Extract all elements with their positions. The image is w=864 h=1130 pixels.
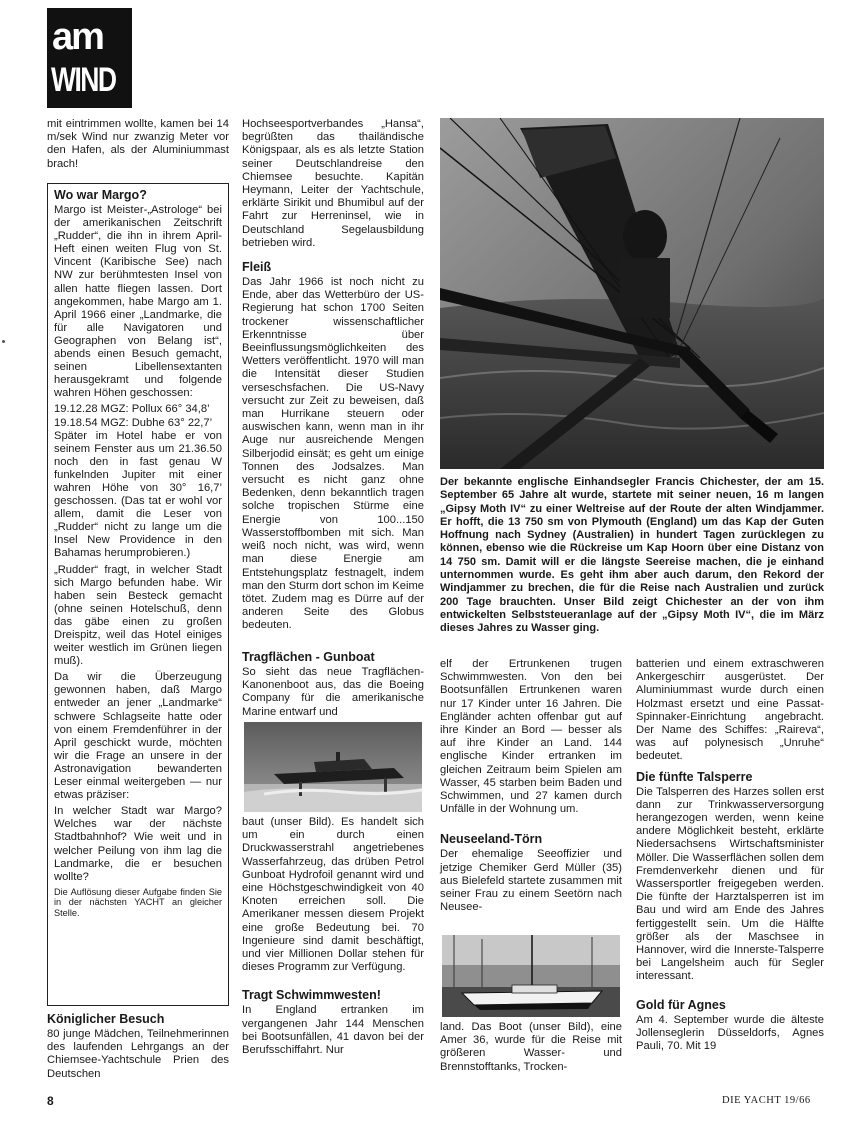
column-1-intro	[47, 118, 229, 171]
logo-line-am: am	[52, 16, 103, 58]
am-wind-logo	[47, 8, 132, 108]
observation-pollux: 19.12.28 MGZ: Pollux 66° 34,8’	[54, 403, 210, 416]
hydrofoil-boat-image	[244, 722, 422, 812]
toern-text-2: land. Das Boot (unser Bild), eine Amer 36, wurde für die Reise mit größeren Wasser- und Brennstofftanks, Trocken-	[440, 1021, 622, 1073]
fleiss-title: Fleiß	[242, 260, 272, 275]
page-number: 8	[47, 1094, 54, 1108]
margo-paragraph-2: Später im Hotel habe er von seinem Fenster aus um 21.36.50 noch den in fast genau W funkelnden Jupiter mit einer wahren Höhe von 30° 16,7’ geschossen. (Das tat er wohl vor allem, damit die Leser von „Rudder“ nicht zu lange um die Insel New Providence in den Bahamas herumprobieren.)	[54, 429, 222, 560]
margo-box-title: Wo war Margo?	[54, 188, 147, 202]
article-koeniglicher-besuch	[47, 1012, 229, 1081]
agnes-title: Gold für Agnes	[636, 997, 726, 1012]
scan-speck	[2, 340, 5, 343]
column-4	[636, 658, 824, 1053]
sailboat-photo	[442, 935, 620, 1017]
intro-paragraph: mit eintrimmen wollte, kamen bei 14 m/sek Wind nur zwanzig Meter vor den Hafen, als der Aluminiummast brach!	[47, 118, 229, 170]
agnes-text: Am 4. September wurde die älteste Jollenseglerin Düsseldorfs, Agnes Pauli, 70. Mit 19	[636, 1013, 824, 1053]
toern-title: Neuseeland-Törn	[440, 832, 543, 847]
margo-paragraph-4: Da wir die Überzeugung gewonnen haben, daß Margo entweder an jener „Landmarke“ schwere Schlagseite hatte oder von einem Fremdenführer in der April geschickt wurde, möchten wir die Frage an unsere in der Astronavigation bewanderten Leser einmal weitergeben — nur etwas präziser:	[54, 671, 222, 802]
margo-solution-note: Die Auflösung dieser Aufgabe finden Sie in der nächsten YACHT an gleicher Stelle.	[54, 886, 222, 918]
column-3	[440, 658, 622, 914]
talsperre-text: Die Talsperren des Harzes sollen erst dann zur Trinkwasserversorgung herangezogen werden, wenn keine andere Möglichkeit besteht, erklärte Niedersachsens Wirtschaftsminister Möller. Die Wasserflächen sollen dem Fremdenverkehr dienen und für Wassersportler freigegeben werden. Die fünfte der Harztalsperren ist im Bau und wird am Ende des Jahres fertiggestellt sein. Um die Hälfte größer als der Maschsee in Hannover, wird die Innerste-Talsperre bei Langelsheim auch für Segler interessant.	[636, 785, 824, 983]
margo-paragraph-3: „Rudder“ fragt, in welcher Stadt sich Margo befunden habe. Wir haben sein Besteck gemacht (ohne seinen Hotelschuß, denn das gäbe einen zu großen Dreispitz, weil das Hotel einiges weiter westlich im Grünen liegen muß).	[54, 563, 222, 668]
magazine-issue: DIE YACHT 19/66	[722, 1095, 811, 1106]
gunboat-title: Tragflächen - Gunboat	[242, 650, 375, 664]
toern-text-1: Der ehemalige Seeoffizier und jetzige Chemiker Gerd Müller (35) aus Bielefeld startete zusammen mit seiner Frau zu einem Seetörn nach Neusee-	[440, 848, 622, 914]
logo-line-wind: WIND	[51, 61, 116, 99]
margo-paragraph-5: In welcher Stadt war Margo? Welches war der nächste Stadtbahnhof? Wie weit und in welcher Peilung von ihm lag die Landmarke, die er besuchen wollte?	[54, 805, 222, 883]
fleiss-text: Das Jahr 1966 ist noch nicht zu Ende, aber das Wetterbüro der US-Regierung hat schon 1700 Seiten trockener wissenschaftlicher Erkenntnisse über Beeinflussungsmöglichkeiten des Wetters veröffentlicht. 1970 will man die Intensität dieser Studien verseschsfachen. Die US-Navy versucht zur Zeit zu beweisen, daß man Hurrikane steuern oder auswischen kann, wenn man in ihr Auge nur ausreichende Mengen Silberjodid einsät; es geht um einige Tonnen des Jodsalzes. Man versucht es nicht ganz ohne Bedenken, denn bekanntlich tragen solche tropischen Stürme eine Energie von 100...150 Wasserstoffbomben mit sich. Man weiß noch nicht, was wird, wenn man diese Energie am Entstehungsplatz festnagelt, indem man den Sturm dort schon im Keime tötet. Zudem mag es Dürre auf der anderen Seite des Globus bedeuten.	[242, 276, 424, 632]
besuch-text: 80 junge Mädchen, Teilnehmerinnen des laufenden Lehrgangs an der Chiemsee-Yachtschule Prien des Deutschen	[47, 1028, 229, 1080]
column-2-upper	[242, 118, 424, 633]
margo-info-box	[47, 183, 229, 1006]
article-gunboat	[242, 650, 424, 719]
westen-text: In England ertranken im vergangenen Jahr 144 Menschen bei Bootsunfällen, 41 davon bei der Berufsschiffahrt. Nur	[242, 1004, 424, 1057]
toern-continued	[440, 1021, 622, 1074]
toern-continued-2: batterien und einem extraschweren Ankergeschirr ausgerüstet. Der Aluminiummast wurde durch einen Holzmast ersetzt und eine Passat-Spinnaker-Einrichtung angebracht. Der Name des Schiffes: „Raireva“, was auf polynesisch „Unruhe“ bedeutet.	[636, 658, 824, 763]
westen-continued: elf der Ertrunkenen trugen Schwimmwesten. Von den bei Bootsunfällen Ertrunkenen waren nur 17 Kinder unter 16 Jahren. Die Engländer achten offenbar gut auf ihre Kinder an Bord — besser als auf ihre Kinder an Land. 144 englische Kinder ertranken im gleichen Zeitraum beim Spielen am Wasser, 45 starben beim Baden und Schwimmen, und 27 kamen durch Unfälle in der Wohnung um.	[440, 658, 622, 816]
amer-36-boat-image	[442, 935, 620, 1017]
gipsy-moth-self-steering-image	[440, 118, 824, 469]
observation-dubhe: 19.18.54 MGZ: Dubhe 63° 22,7’	[54, 416, 213, 429]
gunboat-continued	[242, 816, 424, 1057]
chichester-photo	[440, 118, 824, 469]
besuch-title: Königlicher Besuch	[47, 1012, 165, 1026]
gunboat-text-2: baut (unser Bild). Es handelt sich um ein durch einen Druckwasserstrahl angetriebenes Wasserfahrzeug, das drüben Petrol Gunboat Hydrofoil genannt wird und eine Höchstgeschwindigkeit von 40 Knoten erreichen soll. Die Amerikaner messen diesem Projekt eine große Bedeutung bei. 70 Ingenieure sind damit beschäftigt, und vier Millionen Dollar stehen für dieses Programm zur Verfügung.	[242, 816, 424, 974]
gunboat-text-1: So sieht das neue Tragflächen-Kanonenboot aus, das die Boeing Company für die amerikanische Marine entwarf und	[242, 666, 424, 718]
besuch-continued: Hochseesportverbandes „Hansa“, begrüßten das thailändische Königspaar, als es als letzte Station seiner Deutschlandreise den Chiemsee besuchte. Kapitän Heymann, Leiter der Yachtschule, erklärte Sirikit und Bhumibul auf der Fahrt zur Herreninsel, wie in Deutschland Segelausbildung betrieben wird.	[242, 118, 424, 249]
gunboat-photo	[244, 722, 422, 812]
talsperre-title: Die fünfte Talsperre	[636, 769, 753, 784]
chichester-photo-caption: Der bekannte englische Einhandsegler Francis Chichester, der am 15. September 65 Jahre alt wurde, startete mit seiner neuen, 16 m langen „Gipsy Moth IV“ zu einer Weltreise auf der Route der alten Windjammer. Er hofft, die 13 750 sm von Plymouth (England) um das Kap der Guten Hoffnung nach Sydney (Australien) in hundert Tagen zurücklegen zu können, ebenso wie die Rückreise um Kap Hoorn über eine Distanz von 14 750 sm. Damit will er die längste Seereise machen, die je einhand unternommen wurde. Es geht ihm aber auch darum, den Rekord der Windjammer zu brechen, die für die Reise nach Australien und zurück 200 Tage brauchten. Unser Bild zeigt Chichester an der von ihm entwickelten Selbststeueranlage auf der „Gipsy Moth IV“, die im März dieses Jahres zu Wasser ging.	[440, 476, 824, 635]
westen-title: Tragt Schwimmwesten!	[242, 988, 381, 1003]
margo-paragraph-1: Margo ist Meister-„Astrologe“ bei der amerikanischen Zeitschrift „Rudder“, die ihn in ihrem April-Heft einen weiten Flug von St. Vincent (Karibische See) nach NW zur berühmtesten Insel von allen hatte fliegen lassen. Dort angekommen, habe Margo am 1. April 1966 einer „Landmarke, die für alle Navigatoren und Geographen von Belang ist“, abends einen Besuch gemacht, seinen Libellensextanten herausgekramt und folgende wahren Höhen geschossen:	[54, 204, 222, 400]
